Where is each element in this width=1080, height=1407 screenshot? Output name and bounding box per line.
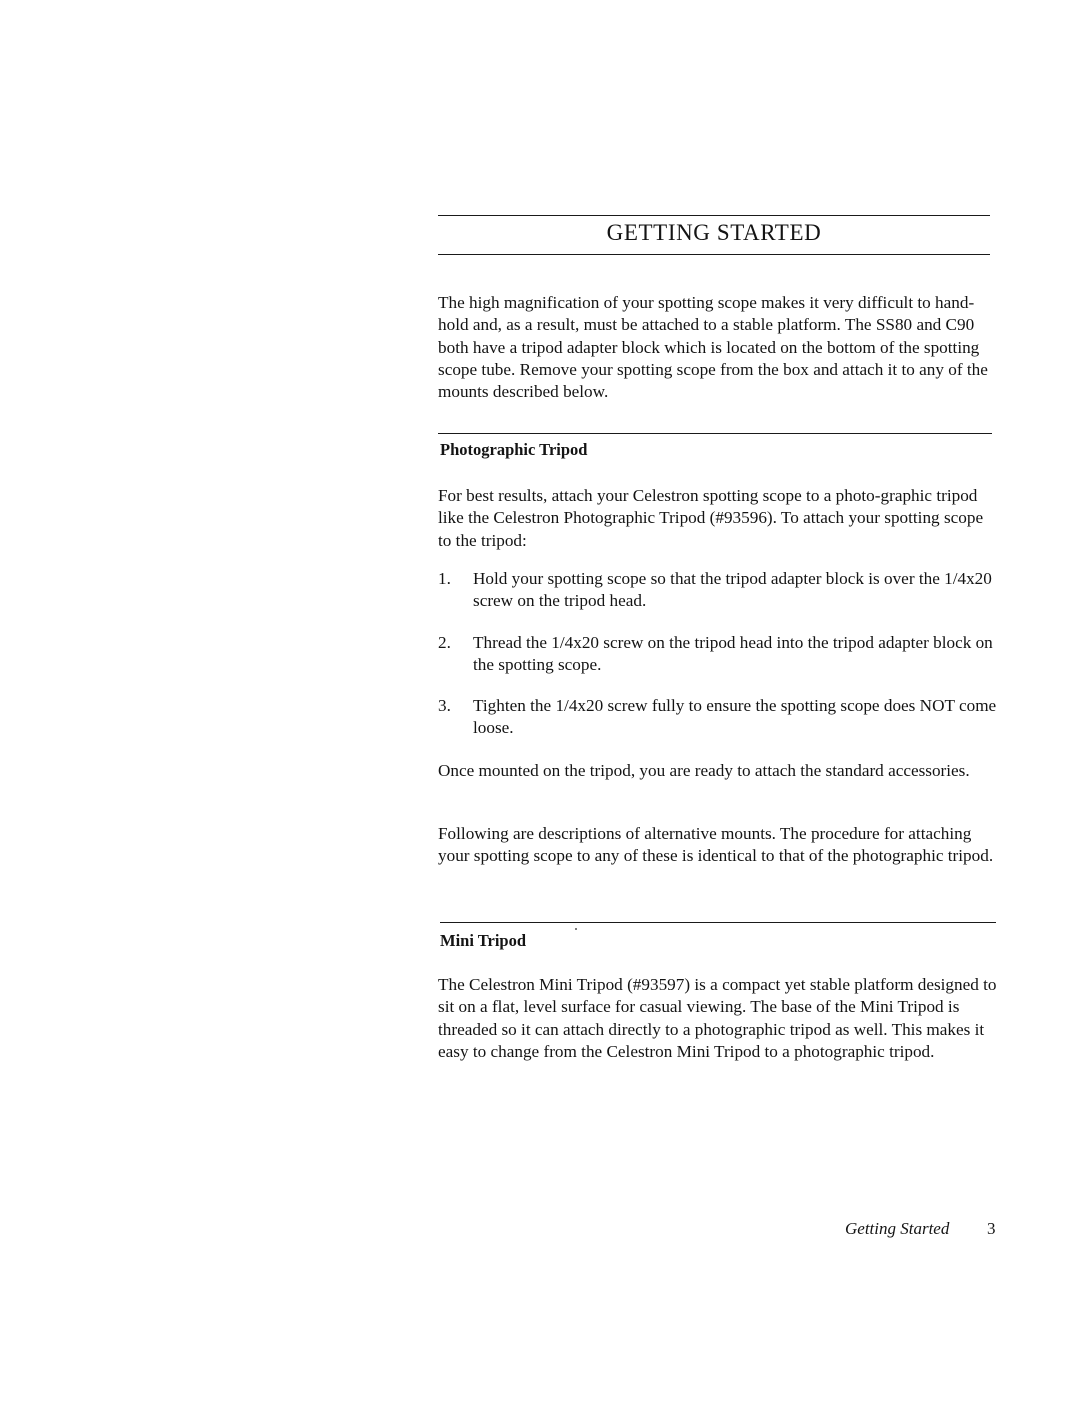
photographic-tripod-rule [438,433,992,434]
footer-page-number: 3 [987,1219,996,1238]
step-3 [438,695,998,740]
step-1 [438,568,998,613]
mini-tripod-rule [440,922,996,923]
page-title: GETTING STARTED [606,220,822,245]
footer-section-label: Getting Started [845,1219,950,1238]
mini-tripod-heading: Mini Tripod [440,931,527,950]
step-3-number: 3. [438,696,451,715]
step-2 [438,632,998,677]
step-1-text: Hold your spotting scope so that the tripod adapter block is over the 1/4x20 screw on the tripod head. [473,569,992,611]
alternatives-paragraph: Following are descriptions of alternative mounts. The procedure for attaching your spotting scope to any of these is identical to that of the photographic tripod. [438,824,994,866]
photographic-tripod-intro: For best results, attach your Celestron spotting scope to a photo-graphic tripod like the Celestron Photographic Tripod (#93596). To attach your spotting scope to the tripod: [438,486,984,550]
mounted-paragraph: Once mounted on the tripod, you are ready to attach the standard accessories. [438,761,970,780]
intro-paragraph: The high magnification of your spotting scope makes it very difficult to hand-hold and, as a result, must be attached to a stable platform. The SS80 and C90 both have a tripod adapter block which is located on the bottom of the spotting scope tube. Remove your spotting scope from the box and attach it to any of the mounts described below. [438,293,988,402]
step-2-number: 2. [438,633,451,652]
print-speck [575,928,577,930]
step-1-number: 1. [438,569,451,588]
title-top-rule [438,215,990,216]
photographic-tripod-heading: Photographic Tripod [440,440,588,459]
mini-tripod-paragraph: The Celestron Mini Tripod (#93597) is a compact yet stable platform designed to sit on a flat, level surface for casual viewing. The base of the Mini Tripod is threaded so it can attach directly to a photographic tripod as well. This makes it easy to change from the Celestron Mini Tripod to a photographic tripod. [438,975,997,1061]
step-3-text: Tighten the 1/4x20 screw fully to ensure the spotting scope does NOT come loose. [473,696,997,738]
title-bottom-rule [438,254,990,255]
step-2-text: Thread the 1/4x20 screw on the tripod head into the tripod adapter block on the spotting scope. [473,633,993,675]
